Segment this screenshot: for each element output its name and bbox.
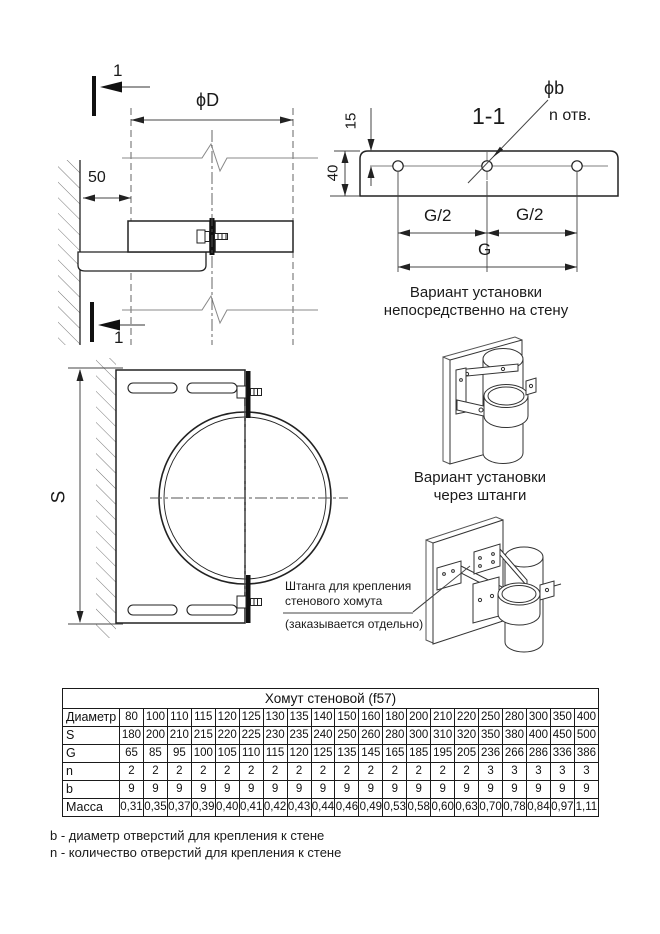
wall-hatch: [96, 358, 116, 638]
slot: [128, 383, 177, 393]
table-cell: 0,58: [407, 799, 431, 817]
table-cell: 9: [143, 781, 167, 799]
row-label: Масса: [63, 799, 120, 817]
table-cell: 9: [503, 781, 527, 799]
table-cell: 2: [287, 763, 311, 781]
table-cell: 125: [311, 745, 335, 763]
dim-label-15: 15: [342, 112, 360, 130]
table-cell: 0,42: [263, 799, 287, 817]
table-cell: 235: [287, 727, 311, 745]
table-cell: 0,43: [287, 799, 311, 817]
table-row: [63, 709, 599, 727]
table-cell: 266: [503, 745, 527, 763]
table-cell: 180: [383, 709, 407, 727]
table-cell: 350: [479, 727, 503, 745]
table-cell: 400: [526, 727, 550, 745]
caption-variant-rods: [380, 469, 580, 505]
table-cell: 100: [191, 745, 215, 763]
table-cell: 0,35: [143, 799, 167, 817]
table-cell: 9: [455, 781, 479, 799]
table-cell: 500: [574, 727, 598, 745]
wall-hatch: [58, 160, 80, 345]
table-cell: 286: [526, 745, 550, 763]
slot: [128, 605, 177, 615]
slot: [187, 383, 237, 393]
table-cell: 180: [120, 727, 144, 745]
table-cell: 9: [191, 781, 215, 799]
table-cell: 0,97: [550, 799, 574, 817]
table-cell: 80: [120, 709, 144, 727]
dim-label-hole-count: n отв.: [549, 107, 592, 124]
caption-line: через штанги: [433, 487, 527, 504]
table-cell: 0,84: [526, 799, 550, 817]
row-label: G: [63, 745, 120, 763]
table-cell: 205: [455, 745, 479, 763]
front-view-drawing: [58, 76, 318, 345]
table-cell: 135: [287, 709, 311, 727]
table-cell: 3: [479, 763, 503, 781]
row-label: n: [63, 763, 120, 781]
table-cell: 220: [215, 727, 239, 745]
table-cell: 450: [550, 727, 574, 745]
caption-variant-wall: [360, 284, 592, 320]
row-label: b: [63, 781, 120, 799]
table-cell: 165: [383, 745, 407, 763]
table-cell: 2: [167, 763, 191, 781]
table-cell: 3: [503, 763, 527, 781]
bracket-plate: [116, 370, 245, 623]
dim-label-g-half-right: G/2: [516, 205, 544, 224]
table-cell: 260: [359, 727, 383, 745]
table-cell: 0,78: [503, 799, 527, 817]
table-cell: 2: [263, 763, 287, 781]
table-cell: 0,37: [167, 799, 191, 817]
table-title: Хомут стеновой (f57): [63, 689, 599, 709]
table-cell: 280: [383, 727, 407, 745]
dim-label-diameter-d: ϕD: [196, 90, 220, 110]
table-cell: 0,53: [383, 799, 407, 817]
table-cell: 310: [431, 727, 455, 745]
table-cell: 0,49: [359, 799, 383, 817]
table-cell: 0,31: [120, 799, 144, 817]
wall-bracket: [78, 252, 206, 271]
table-cell: 105: [215, 745, 239, 763]
rod-note-line3: (заказывается отдельно): [285, 617, 424, 631]
table-cell: 110: [239, 745, 263, 763]
table-cell: 9: [407, 781, 431, 799]
table-cell: 0,60: [431, 799, 455, 817]
table-cell: 1,11: [574, 799, 598, 817]
table-row: [63, 727, 599, 745]
mount-plate: [360, 151, 618, 196]
table-cell: 2: [335, 763, 359, 781]
table-cell: 2: [239, 763, 263, 781]
table-cell: 250: [479, 709, 503, 727]
table-cell: 280: [503, 709, 527, 727]
table-cell: 95: [167, 745, 191, 763]
mount-hole: [572, 161, 582, 171]
table-row: [63, 799, 599, 817]
rod-note-line2: стенового хомута: [285, 594, 383, 608]
spec-table: [62, 688, 599, 817]
table-cell: 9: [215, 781, 239, 799]
dim-label-40: 40: [324, 164, 342, 182]
row-label: S: [63, 727, 120, 745]
mount-hole: [393, 161, 403, 171]
table-cell: 400: [574, 709, 598, 727]
table-cell: 320: [455, 727, 479, 745]
section-label-top: 1: [113, 61, 123, 80]
table-cell: 9: [526, 781, 550, 799]
table-cell: 2: [359, 763, 383, 781]
table-cell: 2: [407, 763, 431, 781]
table-cell: 100: [143, 709, 167, 727]
table-cell: 220: [455, 709, 479, 727]
table-cell: 3: [526, 763, 550, 781]
rod-note-line1: Штанга для крепления: [285, 579, 412, 593]
table-row: [63, 763, 599, 781]
table-cell: 2: [191, 763, 215, 781]
dim-label-g-half-left: G/2: [424, 206, 452, 225]
table-cell: 150: [335, 709, 359, 727]
table-cell: 0,40: [215, 799, 239, 817]
table-cell: 9: [263, 781, 287, 799]
table-cell: 386: [574, 745, 598, 763]
caption-line: Вариант установки: [413, 469, 547, 486]
dim-label-hole-dia: ϕb: [544, 78, 565, 98]
table-cell: 0,39: [191, 799, 215, 817]
table-cell: 380: [503, 727, 527, 745]
mount-hole: [482, 161, 492, 171]
table-cell: 9: [287, 781, 311, 799]
table-cell: 350: [550, 709, 574, 727]
table-cell: 2: [311, 763, 335, 781]
table-cell: 210: [167, 727, 191, 745]
table-cell: 85: [143, 745, 167, 763]
table-cell: 120: [287, 745, 311, 763]
table-cell: 9: [574, 781, 598, 799]
table-cell: 200: [143, 727, 167, 745]
table-cell: 225: [239, 727, 263, 745]
table-cell: 115: [191, 709, 215, 727]
table-cell: 9: [359, 781, 383, 799]
table-cell: 2: [215, 763, 239, 781]
table-cell: 9: [311, 781, 335, 799]
table-cell: 0,46: [335, 799, 359, 817]
table-cell: 3: [550, 763, 574, 781]
caption-line: непосредственно на стену: [383, 302, 569, 319]
caption-line: Вариант установки: [409, 284, 543, 301]
table-cell: 230: [263, 727, 287, 745]
table-cell: 9: [335, 781, 359, 799]
table-cell: 0,41: [239, 799, 263, 817]
table-cell: 195: [431, 745, 455, 763]
table-cell: 2: [431, 763, 455, 781]
table-cell: 0,63: [455, 799, 479, 817]
slot: [187, 605, 237, 615]
table-row: [63, 745, 599, 763]
table-cell: 9: [120, 781, 144, 799]
table-row: [63, 781, 599, 799]
table-cell: 300: [526, 709, 550, 727]
table-cell: 185: [407, 745, 431, 763]
table-cell: 9: [167, 781, 191, 799]
table-cell: 9: [383, 781, 407, 799]
table-cell: 135: [335, 745, 359, 763]
table-cell: 215: [191, 727, 215, 745]
table-cell: 130: [263, 709, 287, 727]
section-view-title: 1-1: [472, 103, 506, 129]
table-cell: 336: [550, 745, 574, 763]
dim-label-50: 50: [88, 169, 106, 186]
table-cell: 240: [311, 727, 335, 745]
table-cell: 110: [167, 709, 191, 727]
table-cell: 9: [239, 781, 263, 799]
dim-label-s: S: [48, 490, 70, 504]
sketch-rod-mount: [426, 517, 561, 652]
table-cell: 160: [359, 709, 383, 727]
sketch-wall-mount: [443, 337, 536, 464]
table-cell: 2: [455, 763, 479, 781]
section-mark-top: [92, 76, 150, 116]
table-cell: 9: [479, 781, 503, 799]
table-cell: 250: [335, 727, 359, 745]
table-cell: 9: [431, 781, 455, 799]
table-cell: 9: [550, 781, 574, 799]
table-cell: 236: [479, 745, 503, 763]
table-cell: 65: [120, 745, 144, 763]
dim-label-g: G: [478, 240, 492, 259]
table-cell: 210: [431, 709, 455, 727]
table-cell: 0,44: [311, 799, 335, 817]
table-cell: 120: [215, 709, 239, 727]
table-cell: 300: [407, 727, 431, 745]
table-cell: 3: [574, 763, 598, 781]
footnote-b: b - диаметр отверстий для крепления к стене: [50, 828, 325, 843]
row-label: Диаметр: [63, 709, 120, 727]
table-cell: 115: [263, 745, 287, 763]
table-cell: 145: [359, 745, 383, 763]
table-cell: 2: [143, 763, 167, 781]
section-label-bottom: 1: [114, 328, 124, 347]
table-cell: 125: [239, 709, 263, 727]
table-cell: 2: [383, 763, 407, 781]
footnote-n: n - количество отверстий для крепления к стене: [50, 845, 342, 860]
table-cell: 0,70: [479, 799, 503, 817]
table-cell: 200: [407, 709, 431, 727]
table-cell: 140: [311, 709, 335, 727]
table-cell: 2: [120, 763, 144, 781]
